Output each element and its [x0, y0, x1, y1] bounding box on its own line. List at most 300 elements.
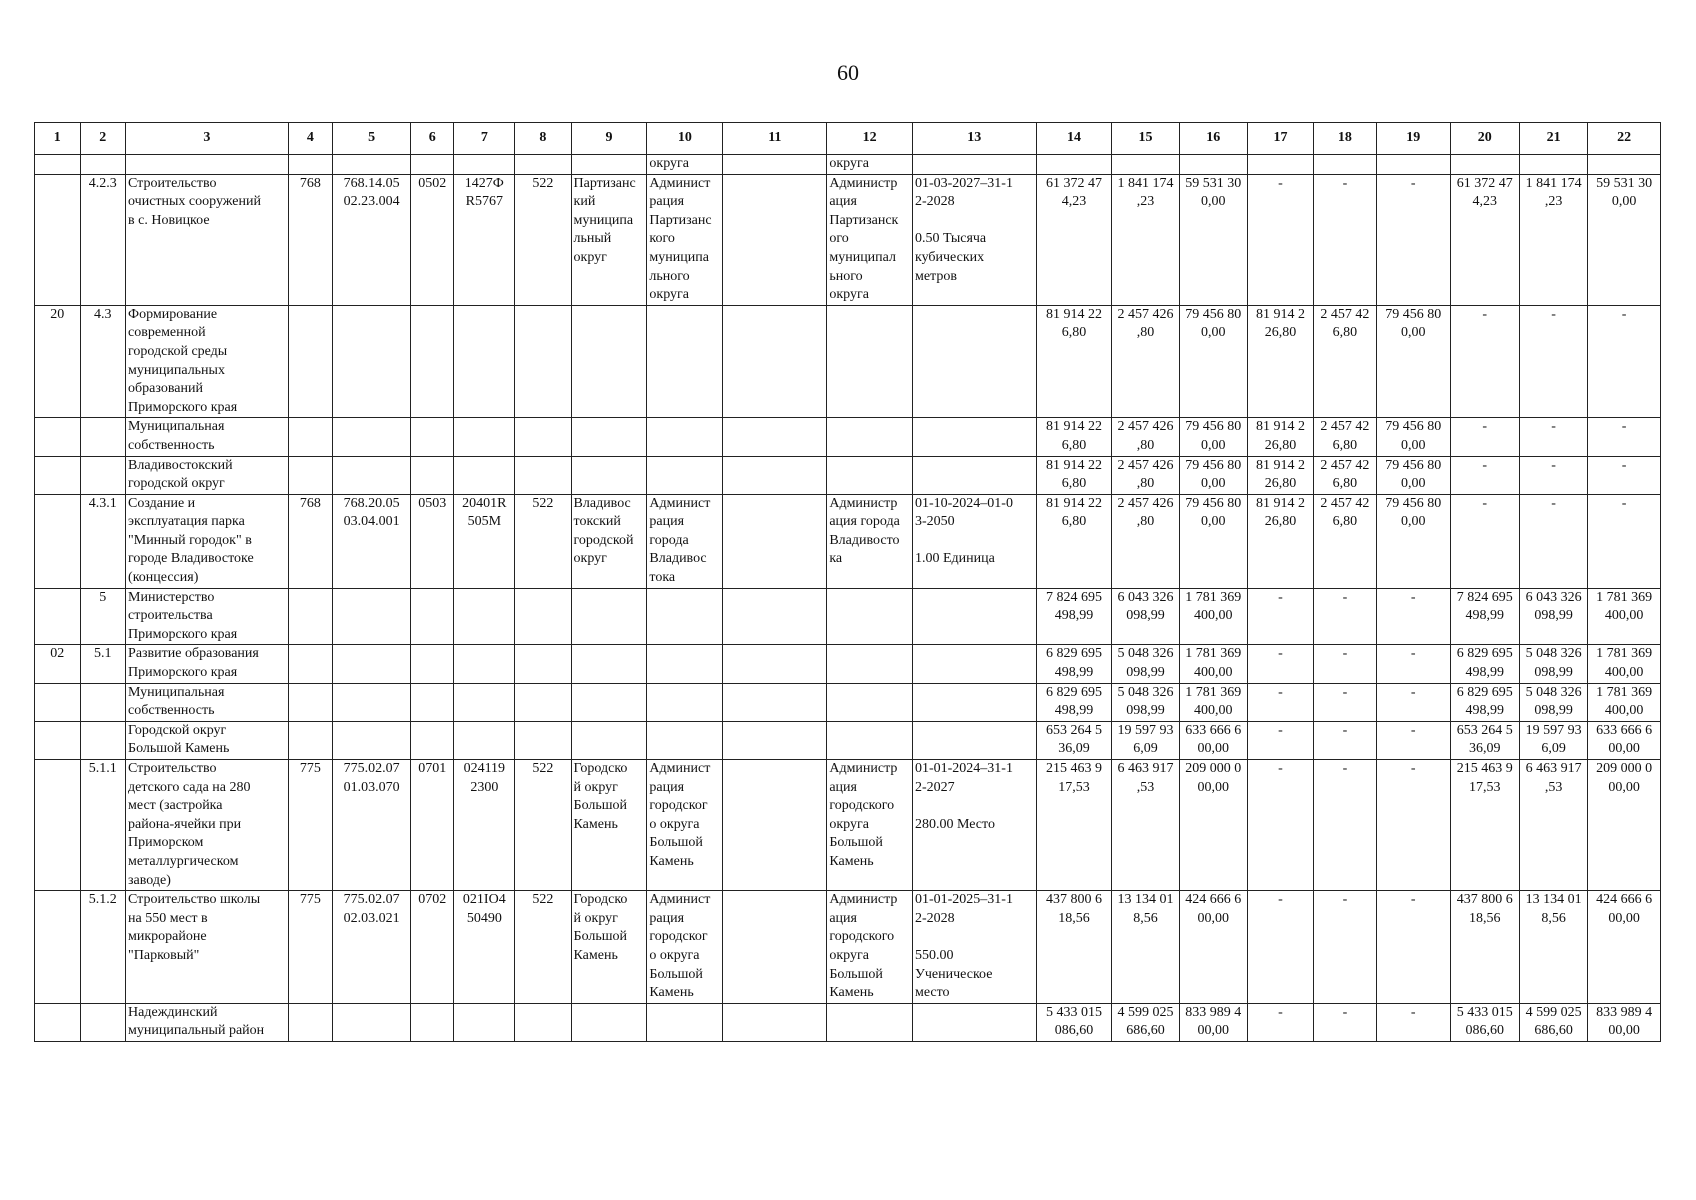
table-cell: 1 781 369 400,00 [1179, 683, 1247, 721]
table-cell: Городской округ Большой Камень [126, 721, 289, 759]
table-cell: 2 457 426 ,80 [1112, 456, 1179, 494]
table-row [35, 1003, 1661, 1041]
table-cell [288, 721, 332, 759]
table-cell: 0502 [411, 174, 454, 305]
table-cell: 775 [288, 891, 332, 1004]
table-cell [333, 645, 411, 683]
table-cell: - [1376, 174, 1450, 305]
table-cell: - [1247, 588, 1313, 645]
table-cell: - [1519, 494, 1587, 588]
table-cell [723, 305, 827, 418]
table-cell [80, 683, 126, 721]
table-row [35, 494, 1661, 588]
table-cell: 4.3.1 [80, 494, 126, 588]
table-cell: 01-01-2025–31-1 2-2028 550.00 Ученическое место [912, 891, 1036, 1004]
table-cell: Развитие образования Приморского края [126, 645, 289, 683]
column-header: 11 [723, 123, 827, 155]
table-cell: 768 [288, 494, 332, 588]
table-cell [454, 305, 515, 418]
table-cell: 4.2.3 [80, 174, 126, 305]
table-cell [35, 891, 81, 1004]
table-cell: 775.02.07 01.03.070 [333, 760, 411, 891]
table-cell [723, 456, 827, 494]
table-cell: - [1314, 760, 1377, 891]
table-cell [515, 721, 571, 759]
table-cell: 19 597 93 6,09 [1112, 721, 1179, 759]
table-cell: - [1450, 418, 1519, 456]
table-cell: - [1376, 721, 1450, 759]
table-row [35, 721, 1661, 759]
table-cell [723, 588, 827, 645]
table-cell [35, 418, 81, 456]
table-cell: 5 048 326 098,99 [1519, 683, 1587, 721]
table-cell [454, 418, 515, 456]
table-cell: 81 914 2 26,80 [1247, 494, 1313, 588]
table-cell: 4 599 025 686,60 [1519, 1003, 1587, 1041]
table-cell [827, 645, 913, 683]
column-header: 17 [1247, 123, 1313, 155]
table-cell: 6 463 917 ,53 [1519, 760, 1587, 891]
table-cell: - [1247, 891, 1313, 1004]
table-cell: 1 781 369 400,00 [1588, 645, 1661, 683]
column-header: 8 [515, 123, 571, 155]
table-cell [1588, 155, 1661, 175]
table-cell: Админист рация городског о округа Большой Камень [647, 891, 723, 1004]
table-cell: 4.3 [80, 305, 126, 418]
table-cell: 0702 [411, 891, 454, 1004]
column-header: 6 [411, 123, 454, 155]
table-cell: - [1450, 456, 1519, 494]
table-cell [912, 456, 1036, 494]
table-cell [411, 721, 454, 759]
table-cell: 01-01-2024–31-1 2-2027 280.00 Место [912, 760, 1036, 891]
table-cell: - [1314, 1003, 1377, 1041]
table-cell: 01-10-2024–01-0 3-2050 1.00 Единица [912, 494, 1036, 588]
table-cell: 024119 2300 [454, 760, 515, 891]
column-header: 4 [288, 123, 332, 155]
table-cell: 81 914 22 6,80 [1036, 456, 1112, 494]
table-cell: 79 456 80 0,00 [1376, 305, 1450, 418]
table-cell [288, 418, 332, 456]
table-cell: 6 829 695 498,99 [1450, 683, 1519, 721]
table-cell: 653 264 5 36,09 [1450, 721, 1519, 759]
table-cell: 775.02.07 02.03.021 [333, 891, 411, 1004]
table-cell: - [1314, 683, 1377, 721]
table-cell [515, 305, 571, 418]
table-cell [723, 721, 827, 759]
table-cell [571, 456, 647, 494]
table-cell: 20401R 505M [454, 494, 515, 588]
table-cell: 424 666 6 00,00 [1588, 891, 1661, 1004]
table-cell: 7 824 695 498,99 [1036, 588, 1112, 645]
table-cell [35, 456, 81, 494]
table-cell: 01-03-2027–31-1 2-2028 0.50 Тысяча кубических метров [912, 174, 1036, 305]
table-cell: 1 781 369 400,00 [1179, 588, 1247, 645]
column-header: 2 [80, 123, 126, 155]
table-cell [571, 721, 647, 759]
table-cell: 5.1.1 [80, 760, 126, 891]
table-cell [288, 683, 332, 721]
table-cell: 768.20.05 03.04.001 [333, 494, 411, 588]
table-cell [288, 155, 332, 175]
table-cell: Администр ация городского округа Большой Камень [827, 891, 913, 1004]
table-cell [647, 721, 723, 759]
table-cell: 021IO4 50490 [454, 891, 515, 1004]
table-cell [723, 891, 827, 1004]
table-cell: Муниципальная собственность [126, 683, 289, 721]
column-header: 14 [1036, 123, 1112, 155]
column-header: 16 [1179, 123, 1247, 155]
table-cell: - [1314, 588, 1377, 645]
table-cell: 79 456 80 0,00 [1179, 456, 1247, 494]
table-cell [827, 305, 913, 418]
table-cell: 775 [288, 760, 332, 891]
table-cell: 81 914 22 6,80 [1036, 305, 1112, 418]
table-cell: 1 781 369 400,00 [1588, 588, 1661, 645]
table-cell [411, 1003, 454, 1041]
table-cell: 7 824 695 498,99 [1450, 588, 1519, 645]
table-cell [571, 418, 647, 456]
table-cell: 6 043 326 098,99 [1519, 588, 1587, 645]
table-row [35, 645, 1661, 683]
table-cell: 209 000 0 00,00 [1179, 760, 1247, 891]
table-cell [647, 418, 723, 456]
table-cell: 6 829 695 498,99 [1036, 683, 1112, 721]
column-header: 12 [827, 123, 913, 155]
table-cell: 2 457 42 6,80 [1314, 494, 1377, 588]
table-cell: 81 914 2 26,80 [1247, 418, 1313, 456]
table-cell: - [1314, 721, 1377, 759]
table-cell: Партизанс кий муниципа льный округ [571, 174, 647, 305]
table-cell: - [1376, 588, 1450, 645]
table-cell: - [1376, 683, 1450, 721]
table-cell [333, 155, 411, 175]
table-cell: 768.14.05 02.23.004 [333, 174, 411, 305]
table-cell: 2 457 42 6,80 [1314, 305, 1377, 418]
table-cell: Владивостокский городской округ [126, 456, 289, 494]
table-cell: округа [827, 155, 913, 175]
table-cell [333, 588, 411, 645]
table-cell: 1 841 174 ,23 [1519, 174, 1587, 305]
table-row [35, 588, 1661, 645]
table-cell: 5 048 326 098,99 [1112, 645, 1179, 683]
table-cell [912, 155, 1036, 175]
table-cell [571, 155, 647, 175]
table-cell: Администр ация Партизанск ого муниципал ьного округа [827, 174, 913, 305]
table-cell: 2 457 426 ,80 [1112, 494, 1179, 588]
table-cell [411, 645, 454, 683]
table-cell: - [1247, 760, 1313, 891]
table-cell: - [1314, 891, 1377, 1004]
table-cell [126, 155, 289, 175]
table-cell [454, 683, 515, 721]
table-cell: 5 433 015 086,60 [1036, 1003, 1112, 1041]
table-cell: 81 914 2 26,80 [1247, 305, 1313, 418]
table-cell: 5 048 326 098,99 [1112, 683, 1179, 721]
table-cell [288, 456, 332, 494]
table-cell: - [1247, 1003, 1313, 1041]
table-cell: Админист рация Партизанс кого муниципа льного округа [647, 174, 723, 305]
column-header: 7 [454, 123, 515, 155]
table-cell [515, 456, 571, 494]
table-cell: 437 800 6 18,56 [1450, 891, 1519, 1004]
table-cell [333, 683, 411, 721]
table-cell: - [1588, 418, 1661, 456]
table-cell [647, 588, 723, 645]
table-header-row [35, 123, 1661, 155]
table-cell: - [1519, 418, 1587, 456]
table-cell [827, 588, 913, 645]
table-row [35, 760, 1661, 891]
table-cell: 1 781 369 400,00 [1179, 645, 1247, 683]
column-header: 21 [1519, 123, 1587, 155]
table-cell [515, 645, 571, 683]
table-cell: 61 372 47 4,23 [1450, 174, 1519, 305]
column-header: 10 [647, 123, 723, 155]
table-cell [647, 683, 723, 721]
table-cell: 20 [35, 305, 81, 418]
table-cell [515, 1003, 571, 1041]
table-cell: Владивос токский городской округ [571, 494, 647, 588]
table-cell: 5 433 015 086,60 [1450, 1003, 1519, 1041]
table-cell: 2 457 42 6,80 [1314, 456, 1377, 494]
table-cell: 215 463 9 17,53 [1450, 760, 1519, 891]
table-cell: 5 048 326 098,99 [1519, 645, 1587, 683]
table-cell: округа [647, 155, 723, 175]
table-cell [1376, 155, 1450, 175]
table-row [35, 891, 1661, 1004]
table-cell [571, 683, 647, 721]
table-cell [647, 305, 723, 418]
table-cell: 81 914 22 6,80 [1036, 418, 1112, 456]
table-cell: 633 666 6 00,00 [1179, 721, 1247, 759]
table-cell: - [1247, 683, 1313, 721]
table-cell: 13 134 01 8,56 [1112, 891, 1179, 1004]
table-cell: 5.1.2 [80, 891, 126, 1004]
table-cell [827, 1003, 913, 1041]
table-cell [912, 418, 1036, 456]
table-cell [571, 1003, 647, 1041]
column-header: 22 [1588, 123, 1661, 155]
table-cell [80, 1003, 126, 1041]
table-cell [1247, 155, 1313, 175]
table-cell: Министерство строительства Приморского края [126, 588, 289, 645]
table-cell: - [1376, 1003, 1450, 1041]
table-cell [723, 155, 827, 175]
table-cell [827, 456, 913, 494]
table-cell: 79 456 80 0,00 [1179, 494, 1247, 588]
table-cell [571, 645, 647, 683]
table-cell [288, 305, 332, 418]
table-cell: - [1376, 760, 1450, 891]
table-cell: 79 456 80 0,00 [1179, 418, 1247, 456]
table-cell: 59 531 30 0,00 [1588, 174, 1661, 305]
column-header: 13 [912, 123, 1036, 155]
table-cell [1314, 155, 1377, 175]
table-cell: - [1247, 174, 1313, 305]
table-cell: 4 599 025 686,60 [1112, 1003, 1179, 1041]
table-cell: 522 [515, 891, 571, 1004]
table-cell [35, 1003, 81, 1041]
table-cell: Формирование современной городской среды муниципальных образований Приморского края [126, 305, 289, 418]
table-cell: 79 456 80 0,00 [1179, 305, 1247, 418]
table-cell [827, 418, 913, 456]
table-cell: 215 463 9 17,53 [1036, 760, 1112, 891]
table-cell: 61 372 47 4,23 [1036, 174, 1112, 305]
table-cell: - [1588, 494, 1661, 588]
table-cell [454, 456, 515, 494]
table-cell: 79 456 80 0,00 [1376, 418, 1450, 456]
table-cell [333, 305, 411, 418]
column-header: 3 [126, 123, 289, 155]
table-cell [571, 305, 647, 418]
table-cell: - [1376, 645, 1450, 683]
table-cell [454, 1003, 515, 1041]
table-cell [1036, 155, 1112, 175]
table-cell [454, 588, 515, 645]
table-cell: 768 [288, 174, 332, 305]
table-cell: - [1247, 645, 1313, 683]
column-header: 5 [333, 123, 411, 155]
budget-table [34, 122, 1661, 1042]
column-header: 18 [1314, 123, 1377, 155]
table-cell [723, 645, 827, 683]
table-cell [411, 305, 454, 418]
table-cell [333, 1003, 411, 1041]
table-body [35, 155, 1661, 1042]
table-cell [333, 721, 411, 759]
table-cell [912, 721, 1036, 759]
table-cell [723, 760, 827, 891]
table-cell: Строительство очистных сооружений в с. Новицкое [126, 174, 289, 305]
table-cell: 522 [515, 174, 571, 305]
table-row [35, 174, 1661, 305]
table-cell [454, 721, 515, 759]
table-cell: 6 829 695 498,99 [1450, 645, 1519, 683]
table-row [35, 418, 1661, 456]
column-header: 20 [1450, 123, 1519, 155]
table-cell [411, 418, 454, 456]
column-header: 19 [1376, 123, 1450, 155]
table-cell: 633 666 6 00,00 [1588, 721, 1661, 759]
table-cell: 209 000 0 00,00 [1588, 760, 1661, 891]
table-cell: Городско й округ Большой Камень [571, 760, 647, 891]
table-cell [515, 155, 571, 175]
table-cell [35, 683, 81, 721]
table-cell: 6 463 917 ,53 [1112, 760, 1179, 891]
table-cell: 5.1 [80, 645, 126, 683]
table-cell [912, 305, 1036, 418]
table-cell [827, 683, 913, 721]
table-cell: 1 781 369 400,00 [1588, 683, 1661, 721]
table-cell [288, 588, 332, 645]
table-row [35, 155, 1661, 175]
table-cell [723, 494, 827, 588]
table-cell: 2 457 42 6,80 [1314, 418, 1377, 456]
table-cell [723, 1003, 827, 1041]
table-cell [647, 456, 723, 494]
table-cell [333, 456, 411, 494]
table-cell: 02 [35, 645, 81, 683]
table-cell: 19 597 93 6,09 [1519, 721, 1587, 759]
table-cell: 0503 [411, 494, 454, 588]
table-cell: Городско й округ Большой Камень [571, 891, 647, 1004]
table-cell [411, 683, 454, 721]
table-cell [1179, 155, 1247, 175]
table-cell [515, 588, 571, 645]
table-cell: - [1376, 891, 1450, 1004]
table-cell [35, 174, 81, 305]
table-cell: 653 264 5 36,09 [1036, 721, 1112, 759]
column-header: 15 [1112, 123, 1179, 155]
table-cell: 522 [515, 494, 571, 588]
table-cell: 833 989 4 00,00 [1179, 1003, 1247, 1041]
table-cell [723, 418, 827, 456]
table-cell: 6 043 326 098,99 [1112, 588, 1179, 645]
table-cell: Строительство детского сада на 280 мест (застройка района-ячейки при Приморском металлургическом заводе) [126, 760, 289, 891]
table-cell [35, 155, 81, 175]
table-cell [571, 588, 647, 645]
table-cell [288, 645, 332, 683]
table-cell [411, 155, 454, 175]
table-row [35, 305, 1661, 418]
table-cell [912, 645, 1036, 683]
table-cell [411, 456, 454, 494]
table-cell: 833 989 4 00,00 [1588, 1003, 1661, 1041]
table-cell [288, 1003, 332, 1041]
table-cell: Админист рация городског о округа Большой Камень [647, 760, 723, 891]
table-cell: 5 [80, 588, 126, 645]
table-cell [1450, 155, 1519, 175]
table-cell: - [1314, 174, 1377, 305]
table-cell [515, 418, 571, 456]
column-header: 9 [571, 123, 647, 155]
table-cell: - [1314, 645, 1377, 683]
table-cell: Создание и эксплуатация парка "Минный городок" в городе Владивостоке (концессия) [126, 494, 289, 588]
table-cell [1519, 155, 1587, 175]
table-cell [35, 588, 81, 645]
table-cell: 6 829 695 498,99 [1036, 645, 1112, 683]
table-cell [912, 1003, 1036, 1041]
table-cell: 79 456 80 0,00 [1376, 494, 1450, 588]
table-cell [80, 721, 126, 759]
table-cell: 2 457 426 ,80 [1112, 418, 1179, 456]
table-cell [1112, 155, 1179, 175]
table-cell: - [1519, 456, 1587, 494]
table-cell [35, 494, 81, 588]
table-cell [723, 174, 827, 305]
table-row [35, 683, 1661, 721]
table-cell [912, 683, 1036, 721]
table-cell [80, 155, 126, 175]
table-cell [333, 418, 411, 456]
table-cell: Строительство школы на 550 мест в микрорайоне "Парковый" [126, 891, 289, 1004]
table-cell: - [1450, 305, 1519, 418]
table-cell [454, 645, 515, 683]
table-cell: Надеждинский муниципальный район [126, 1003, 289, 1041]
table-cell: 1427Ф R5767 [454, 174, 515, 305]
table-cell: 2 457 426 ,80 [1112, 305, 1179, 418]
table-cell [35, 760, 81, 891]
table-cell: 79 456 80 0,00 [1376, 456, 1450, 494]
table-cell [80, 418, 126, 456]
table-cell: - [1247, 721, 1313, 759]
table-cell [912, 588, 1036, 645]
table-cell [515, 683, 571, 721]
table-row [35, 456, 1661, 494]
table-cell: 437 800 6 18,56 [1036, 891, 1112, 1004]
table-cell: Муниципальная собственность [126, 418, 289, 456]
